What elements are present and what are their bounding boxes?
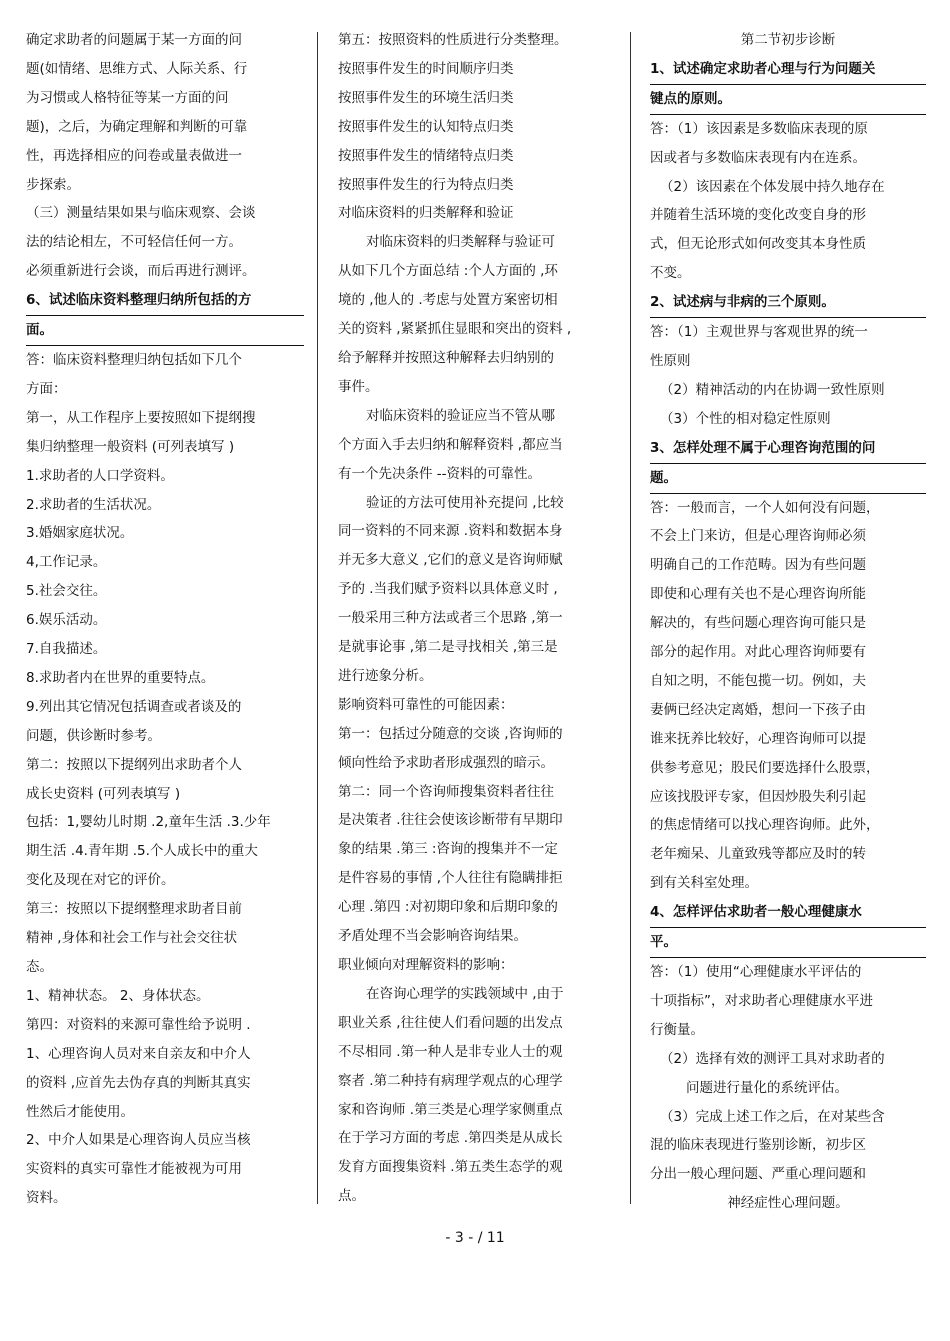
text-line: 7.自我描述。 bbox=[26, 641, 107, 658]
text-line: 期生活 .4.青年期 .5.个人成长中的重大 bbox=[26, 843, 258, 860]
text-line: 象的结果 .第三 :咨询的搜集并不一定 bbox=[338, 841, 558, 858]
text-line: 分出一般心理问题、严重心理问题和 bbox=[650, 1166, 866, 1183]
text-line: 确定求助者的问题属于某一方面的问 bbox=[26, 32, 242, 48]
text-line: 老年痴呆、儿童致残等都应及时的转 bbox=[650, 846, 866, 863]
text-line: 行衡量。 bbox=[650, 1021, 704, 1038]
text-line: （三）测量结果如果与临床观察、会谈 bbox=[26, 205, 256, 222]
text-line: 倾向性给予求助者形成强烈的暗示。 bbox=[338, 754, 554, 771]
text-line: 事件。 bbox=[338, 378, 379, 395]
text-line: 一般采用三种方法或者三个思路 ,第一 bbox=[338, 610, 563, 627]
text-line: 答：一般而言，一个人如何没有问题， bbox=[650, 499, 880, 516]
text-line: 点。 bbox=[338, 1188, 365, 1205]
text-line: 答：（1）主观世界与客观世界的统一 bbox=[650, 324, 868, 341]
text-line: 谁来抚养比较好，心理咨询师可以提 bbox=[650, 730, 866, 747]
text-line: 神经症性心理问题。 bbox=[727, 1195, 849, 1212]
text-line: 到有关科室处理。 bbox=[650, 875, 758, 892]
text-line: 察者 .第二种持有病理学观点的心理学 bbox=[338, 1072, 563, 1089]
column-divider bbox=[317, 32, 318, 1204]
text-line: 从如下几个方面总结 :个人方面的 ,环 bbox=[338, 263, 558, 280]
text-line: 境的 ,他人的 .考虑与处置方案密切相 bbox=[338, 292, 558, 309]
question-heading: 4、怎样评估求助者一般心理健康水 bbox=[650, 898, 926, 928]
text-line: 个方面入手去归纳和解释资料 ,都应当 bbox=[338, 436, 563, 453]
text-line: 第五：按照资料的性质进行分类整理。 bbox=[338, 32, 568, 48]
column-left bbox=[26, 26, 304, 1213]
text-line: 不尽相同 .第一种人是非专业人士的观 bbox=[338, 1043, 563, 1060]
text-line: 在于学习方面的考虑 .第四类是从成长 bbox=[338, 1130, 563, 1147]
text-line: 4,工作记录。 bbox=[26, 554, 107, 571]
text-line: 应该找股评专家，但因炒股失利引起 bbox=[650, 788, 866, 805]
text-line: 2、中介人如果是心理咨询人员应当核 bbox=[26, 1132, 251, 1149]
text-line: （2）该因素在个体发展中持久地存在 bbox=[660, 178, 885, 195]
text-line: 按照事件发生的情绪特点归类 bbox=[338, 147, 514, 164]
column-divider bbox=[630, 32, 631, 1204]
text-line: 家和咨询师 .第三类是心理学家侧重点 bbox=[338, 1101, 563, 1118]
text-line: （3）完成上述工作之后，在对某些含 bbox=[660, 1108, 885, 1125]
text-line: 并无多大意义 ,它们的意义是咨询师赋 bbox=[338, 552, 563, 569]
text-line: 予的 .当我们赋予资料以具体意义时 , bbox=[338, 581, 558, 598]
text-line: 成长史资料 (可列表填写 ) bbox=[26, 785, 181, 802]
text-line: 对临床资料的归类解释和验证 bbox=[338, 205, 514, 222]
text-line: （2）精神活动的内在协调一致性原则 bbox=[660, 381, 885, 398]
text-line: 即使和心理有关也不是心理咨询所能 bbox=[650, 586, 866, 603]
text-line: 题)，之后，为确定理解和判断的可靠 bbox=[26, 118, 248, 135]
text-line: 影响资料可靠性的可能因素： bbox=[338, 696, 514, 713]
text-line: 有一个先决条件 --资料的可靠性。 bbox=[338, 465, 542, 482]
text-line: 为习惯或人格特征等某一方面的问 bbox=[26, 89, 229, 106]
text-line: （2）选择有效的测评工具对求助者的 bbox=[660, 1050, 885, 1067]
text-line: 按照事件发生的认知特点归类 bbox=[338, 118, 514, 135]
text-line: 9.列出其它情况包括调查或者谈及的 bbox=[26, 698, 242, 715]
column-middle bbox=[338, 26, 620, 1211]
text-line: 关的资料 ,紧紧抓住显眼和突出的资料 , bbox=[338, 321, 572, 338]
text-line: 5.社会交往。 bbox=[26, 583, 107, 600]
question-heading: 1、试述确定求助者心理与行为问题关 bbox=[650, 55, 926, 85]
question-heading: 题。 bbox=[650, 464, 926, 494]
text-line: 第一，从工作程序上要按照如下提纲搜 bbox=[26, 409, 256, 426]
question-heading: 6、试述临床资料整理归纳所包括的方 bbox=[26, 286, 304, 316]
text-line: 式，但无论形式如何改变其本身性质 bbox=[650, 236, 866, 253]
text-line: 1、心理咨询人员对来自亲友和中介人 bbox=[26, 1045, 251, 1062]
text-line: 对临床资料的验证应当不管从哪 bbox=[366, 407, 555, 424]
text-line: 的焦虑情绪可以找心理咨询师。此外， bbox=[650, 817, 880, 834]
question-heading: 键点的原则。 bbox=[650, 85, 926, 115]
text-line: 实资料的真实可靠性才能被视为可用 bbox=[26, 1161, 242, 1178]
text-line: 问题，供诊断时参考。 bbox=[26, 727, 161, 744]
text-line: 题(如情绪、思维方式、人际关系、行 bbox=[26, 60, 248, 77]
text-line: 职业倾向对理解资料的影响： bbox=[338, 957, 514, 973]
text-line: 第一：包括过分随意的交谈 ,咨询师的 bbox=[338, 725, 563, 742]
text-line: 是就事论事 ,第二是寻找相关 ,第三是 bbox=[338, 639, 558, 656]
text-line: 3.婚姻家庭状况。 bbox=[26, 525, 134, 542]
text-line: 供参考意见；股民们要选择什么股票， bbox=[650, 759, 880, 776]
text-line: 同一资料的不同来源 .资料和数据本身 bbox=[338, 523, 563, 540]
text-line: 必须重新进行会谈，而后再进行测评。 bbox=[26, 263, 256, 280]
text-line: 职业关系 ,往往使人们看问题的出发点 bbox=[338, 1014, 563, 1031]
text-line: 解决的，有些问题心理咨询可能只是 bbox=[650, 615, 866, 632]
text-line: 给予解释并按照这种解释去归纳别的 bbox=[338, 349, 554, 366]
text-line: 第四：对资料的来源可靠性给予说明 . bbox=[26, 1016, 251, 1033]
text-line: 第三：按照以下提纲整理求助者目前 bbox=[26, 901, 242, 918]
column-right bbox=[650, 26, 926, 1218]
text-line: 不会上门来访，但是心理咨询师必须 bbox=[650, 528, 866, 545]
question-heading: 3、怎样处理不属于心理咨询范围的问 bbox=[650, 434, 926, 464]
text-line: 进行迹象分析。 bbox=[338, 667, 433, 684]
text-line: 性原则 bbox=[650, 352, 691, 369]
text-line: 按照事件发生的环境生活归类 bbox=[338, 89, 514, 106]
page-number: - 3 - / 11 bbox=[445, 1230, 505, 1246]
text-line: 1、精神状态。 2、身体状态。 bbox=[26, 987, 210, 1004]
text-line: 按照事件发生的行为特点归类 bbox=[338, 176, 514, 193]
text-line: 不变。 bbox=[650, 265, 691, 282]
text-line: 第二：按照以下提纲列出求助者个人 bbox=[26, 756, 242, 773]
text-line: （3）个性的相对稳定性原则 bbox=[660, 410, 831, 427]
question-heading: 平。 bbox=[650, 928, 926, 958]
question-heading: 2、试述病与非病的三个原则。 bbox=[650, 288, 926, 318]
text-line: 答：临床资料整理归纳包括如下几个 bbox=[26, 351, 242, 368]
text-line: 心理 .第四 :对初期印象和后期印象的 bbox=[338, 899, 558, 916]
text-line: 部分的起作用。对此心理咨询师要有 bbox=[650, 644, 866, 661]
text-line: 性，再选择相应的问卷或量表做进一 bbox=[26, 147, 242, 164]
text-line: 集归纳整理一般资料 (可列表填写 ) bbox=[26, 438, 235, 455]
text-line: 答：（1）使用“心理健康水平评估的 bbox=[650, 964, 862, 980]
text-line: 十项指标”，对求助者心理健康水平进 bbox=[650, 992, 873, 1009]
text-line: 明确自己的工作范畴。因为有些问题 bbox=[650, 557, 866, 574]
text-line: 8.求助者内在世界的重要特点。 bbox=[26, 669, 215, 686]
text-line: 自知之明，不能包揽一切。例如，夫 bbox=[650, 672, 866, 689]
text-line: 在咨询心理学的实践领域中 ,由于 bbox=[366, 985, 564, 1002]
text-line: 发育方面搜集资料 .第五类生态学的观 bbox=[338, 1159, 563, 1176]
text-line: 态。 bbox=[26, 959, 53, 975]
text-line: 变化及现在对它的评价。 bbox=[26, 872, 175, 889]
text-line: 第二：同一个咨询师搜集资料者往往 bbox=[338, 783, 554, 800]
text-line: 精神 ,身体和社会工作与社会交往状 bbox=[26, 930, 238, 947]
text-line: 按照事件发生的时间顺序归类 bbox=[338, 60, 514, 77]
text-line: 验证的方法可使用补充提问 ,比较 bbox=[366, 494, 564, 511]
text-line: 的资料 ,应首先去伪存真的判断其真实 bbox=[26, 1074, 251, 1091]
text-line: 1.求助者的人口学资料。 bbox=[26, 467, 174, 484]
text-line: 步探索。 bbox=[26, 176, 80, 193]
text-line: 妻俩已经决定离婚，想问一下孩子由 bbox=[650, 701, 866, 718]
question-heading: 面。 bbox=[26, 316, 304, 346]
section-heading: 第二节初步诊断 bbox=[740, 32, 836, 48]
text-line: 6.娱乐活动。 bbox=[26, 612, 107, 629]
text-line: 矛盾处理不当会影响咨询结果。 bbox=[338, 928, 527, 945]
text-line: 2.求助者的生活状况。 bbox=[26, 496, 161, 513]
text-line: 法的结论相左，不可轻信任何一方。 bbox=[26, 234, 242, 251]
text-line: 方面： bbox=[26, 380, 67, 397]
text-line: 资料。 bbox=[26, 1190, 67, 1207]
text-line: 是决策者 .往往会使该诊断带有早期印 bbox=[338, 812, 563, 829]
text-line: 答：（1）该因素是多数临床表现的原 bbox=[650, 120, 868, 137]
text-line: 包括：1,婴幼儿时期 .2,童年生活 .3.少年 bbox=[26, 814, 271, 831]
text-line: 对临床资料的归类解释与验证可 bbox=[366, 234, 555, 251]
text-line: 并随着生活环境的变化改变自身的形 bbox=[650, 207, 866, 224]
text-line: 性然后才能使用。 bbox=[26, 1103, 134, 1120]
text-line: 混的临床表现进行鉴别诊断，初步区 bbox=[650, 1137, 866, 1154]
text-line: 问题进行量化的系统评估。 bbox=[686, 1079, 848, 1096]
text-line: 因或者与多数临床表现有内在连系。 bbox=[650, 149, 866, 166]
text-line: 是件容易的事情 ,个人往往有隐瞒排拒 bbox=[338, 870, 563, 887]
